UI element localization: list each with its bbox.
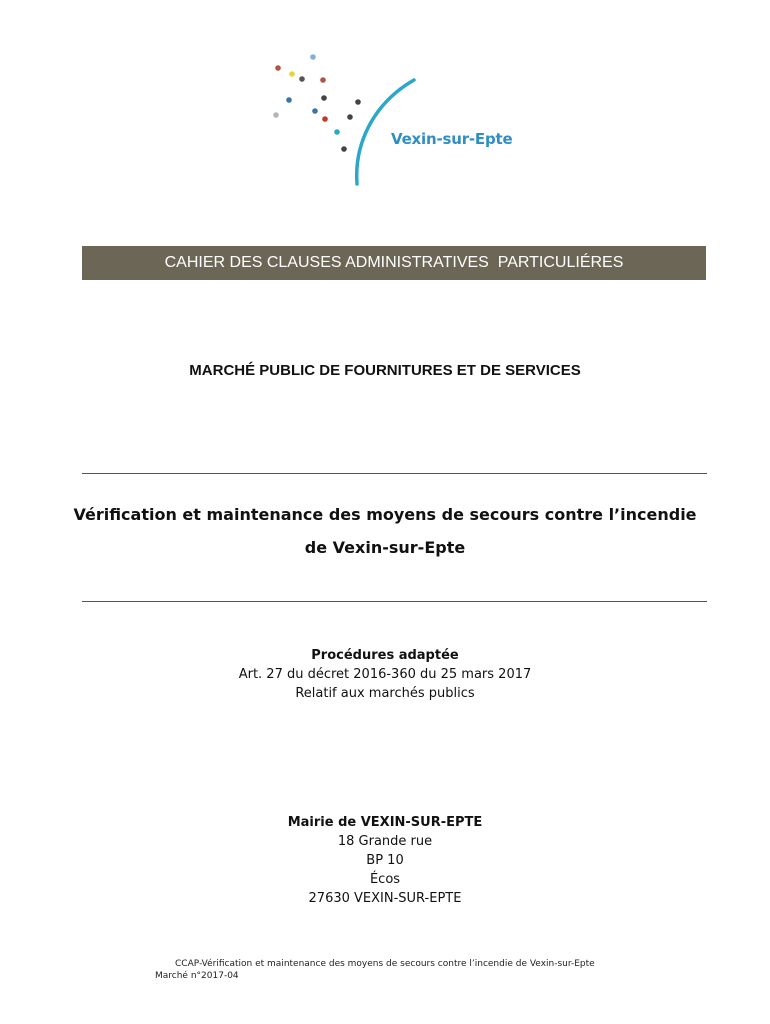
address-name: Mairie de VEXIN-SUR-EPTE xyxy=(287,815,483,830)
logo-dot xyxy=(347,114,353,120)
logo xyxy=(262,48,522,190)
divider-top xyxy=(82,473,707,474)
project-title-line-1: Vérification et maintenance des moyens de secours contre l’incendie xyxy=(73,505,697,524)
procedure-article: Art. 27 du décret 2016-360 du 25 mars 2017 xyxy=(238,667,532,682)
logo-dot xyxy=(322,116,328,122)
address-street: 18 Grande rue xyxy=(337,834,433,849)
address-postcode-city: 27630 VEXIN-SUR-EPTE xyxy=(308,891,462,906)
logo-dot xyxy=(320,77,326,83)
address-bp: BP 10 xyxy=(366,853,404,868)
address-town: Écos xyxy=(369,872,401,887)
document-title: CAHIER DES CLAUSES ADMINISTRATIVES PARTICULIÉRES xyxy=(164,254,624,271)
logo-dot xyxy=(299,76,305,82)
footer-document-ref: CCAP-Vérification et maintenance des moyens de secours contre l’incendie de Vexin-sur-Epte xyxy=(175,959,595,969)
logo-graphic xyxy=(262,48,522,190)
logo-dot xyxy=(341,146,347,152)
logo-dot xyxy=(275,65,281,71)
procedure-scope: Relatif aux marchés publics xyxy=(295,686,475,701)
footer-market-number: Marché n°2017-04 xyxy=(155,971,239,981)
procedure-block xyxy=(0,646,770,703)
logo-dot xyxy=(310,54,316,60)
logo-dot xyxy=(289,71,295,77)
logo-dot xyxy=(321,95,327,101)
logo-dot xyxy=(312,108,318,114)
logo-text: Vexin-sur-Epte xyxy=(391,130,513,148)
logo-dot xyxy=(273,112,279,118)
logo-dot xyxy=(334,129,340,135)
project-title-line-2: de Vexin-sur-Epte xyxy=(304,538,466,557)
logo-dot xyxy=(286,97,292,103)
document-title-banner xyxy=(82,246,706,280)
address-block xyxy=(0,813,770,908)
procedure-title: Procédures adaptée xyxy=(311,648,459,663)
logo-dot xyxy=(355,99,361,105)
page-footer xyxy=(155,958,595,982)
divider-bottom xyxy=(82,601,707,602)
market-type-heading: MARCHÉ PUBLIC DE FOURNITURES ET DE SERVICES xyxy=(189,362,581,379)
